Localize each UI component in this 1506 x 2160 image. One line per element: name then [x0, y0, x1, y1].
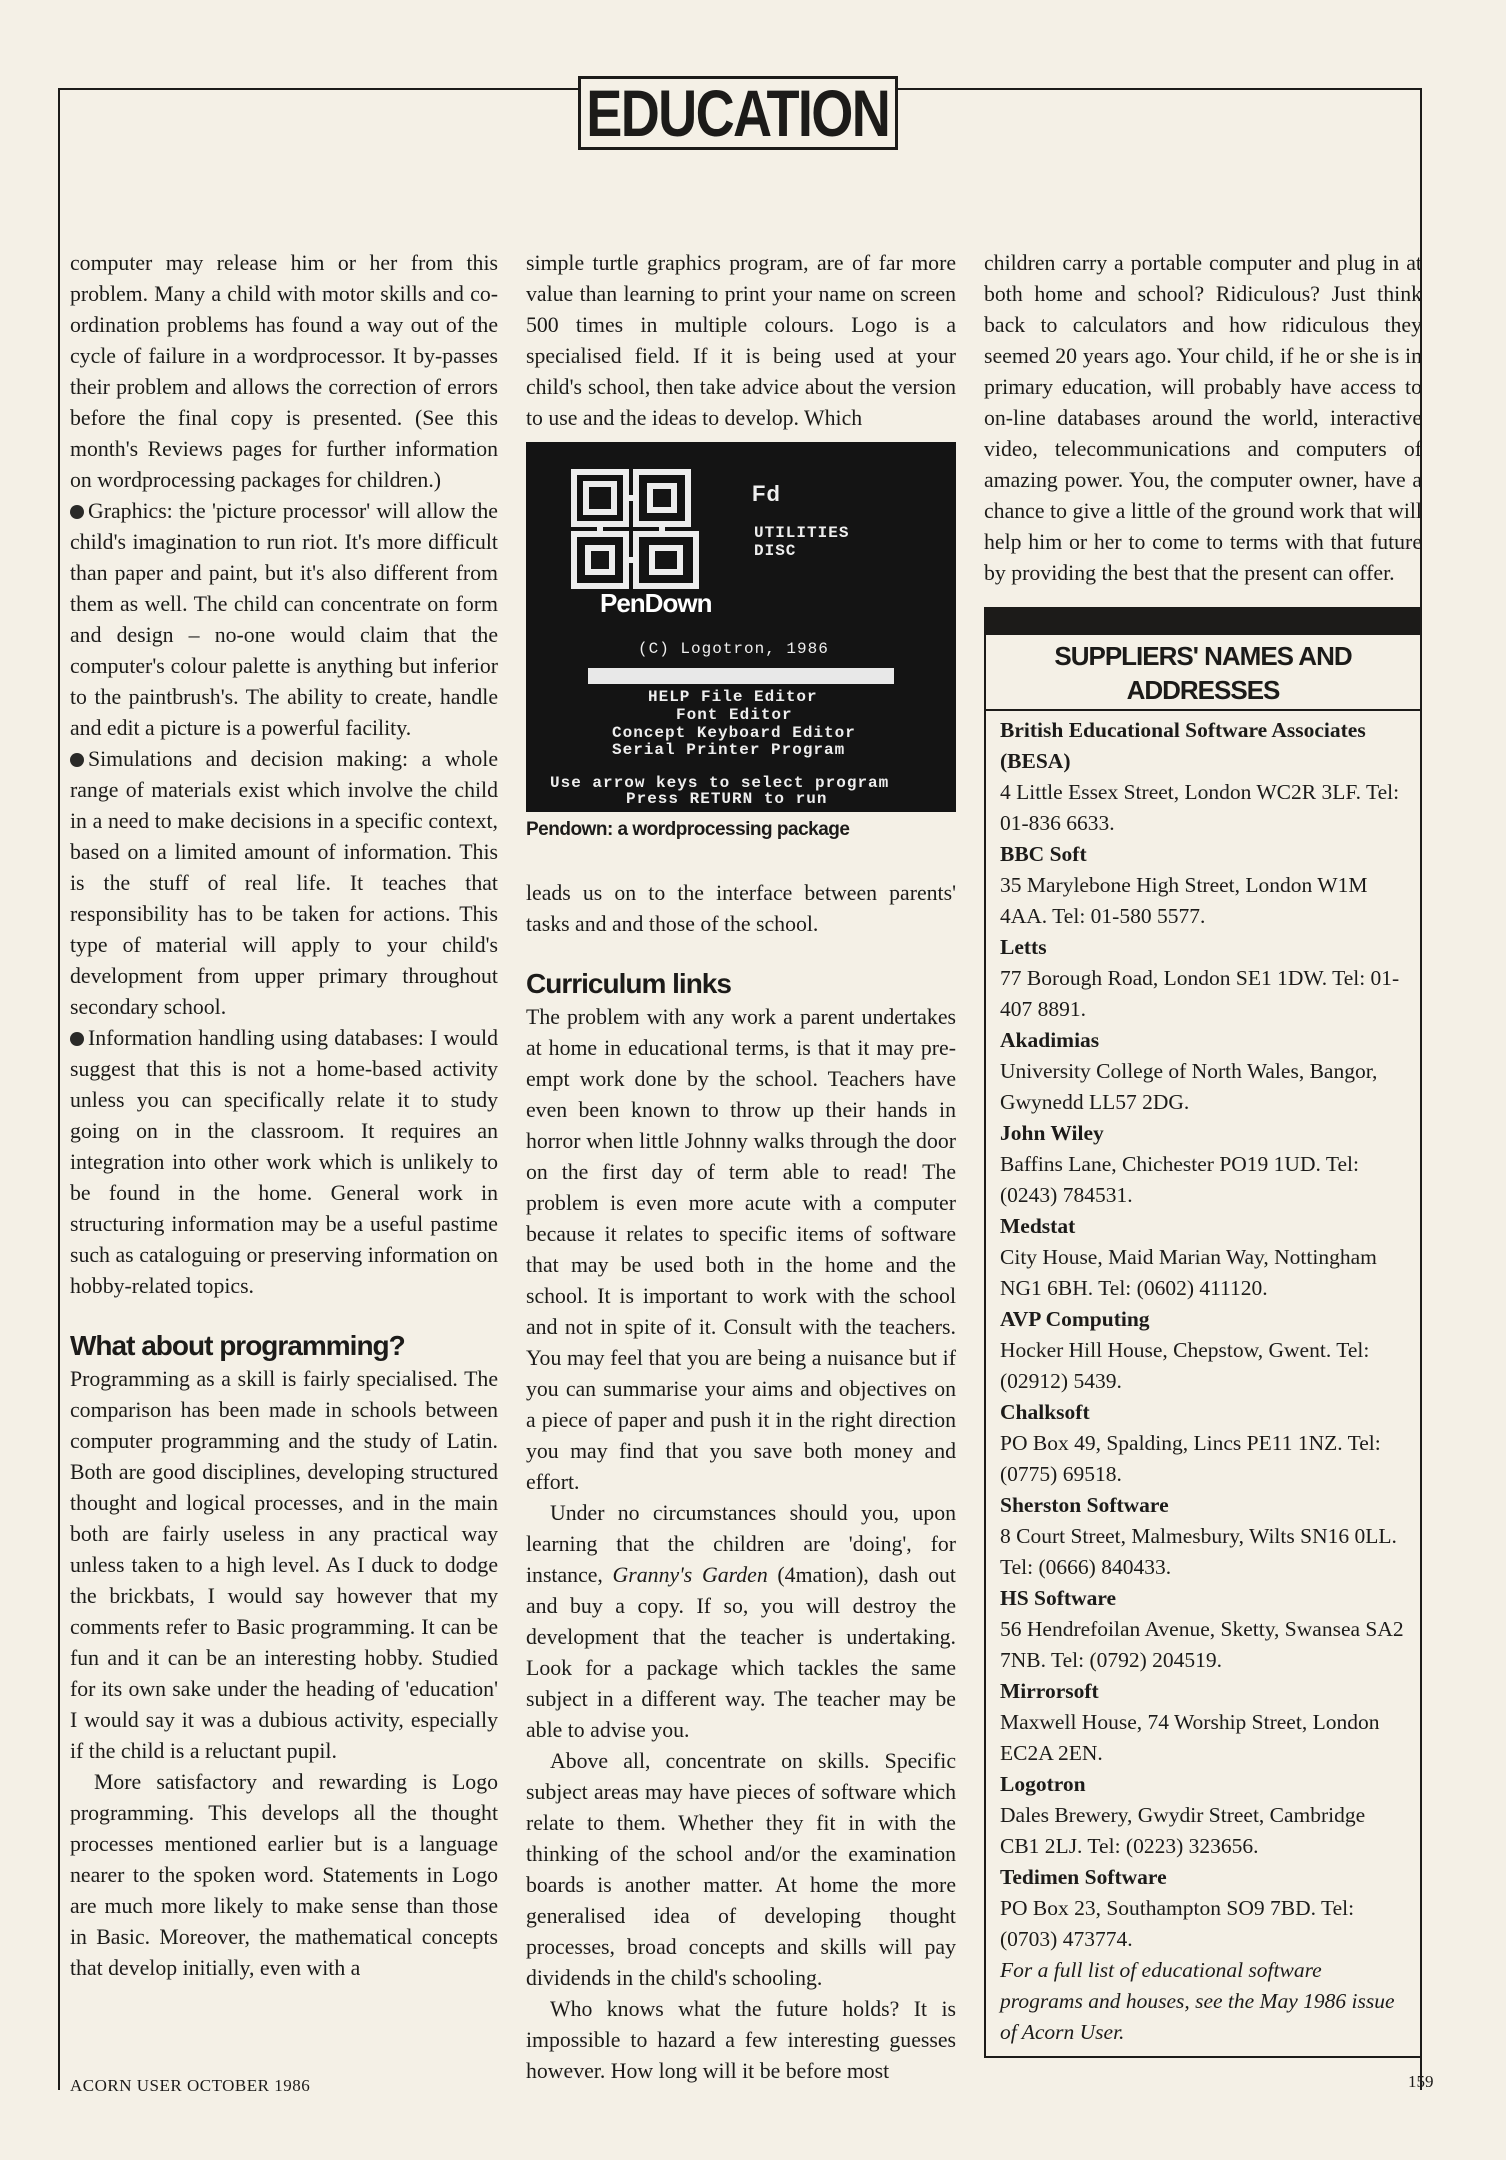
- supplier-name: Sherston Software: [1000, 1493, 1169, 1517]
- supplier-name: Akadimias: [1000, 1028, 1100, 1052]
- bullet-databases: Information handling using databases: I would suggest that this is not a home-based activity unless you can specifically relate it to study going on in the classroom. It requires an integration into other work which is unlikely to be found in the home. General work in structuring information may be a useful pastime such as cataloguing or preserving information on hobby-related topics.: [70, 1026, 498, 1298]
- paragraph: children carry a portable computer and plug in at both home and school? Ridiculous? Just think back to calculators and how ridiculous they seemed 20 years ago. Your child, if he or she is in primary education, will probably have access to on-line databases around the world, interactive video, telecommunications and computers of amazing power. You, the computer owner, have a chance to give a little of the ground work that will help him or her to come to terms with that future by providing the best that the present can offer.: [984, 251, 1422, 585]
- bullet-simulations: Simulations and decision making: a whole range of materials exist which involve the child in a need to make decisions in a specific context, based on a limited amount of information. This is the stuff of real life. It teaches that responsibility has to be taken for actions. This type of material will apply to your child's development from upper primary throughout secondary school.: [70, 747, 498, 1019]
- supplier-entry: [1000, 839, 1406, 932]
- supplier-entry: [1000, 715, 1406, 839]
- hint-line: Use arrow keys to select program: [550, 774, 890, 792]
- title-grannys-garden: Granny's Garden: [612, 1563, 768, 1587]
- bullet-graphics: Graphics: the 'picture processor' will allow the child's imagination to run riot. It's more difficult than paper and paint, but it's also different from them as well. The child can concentrate on form and design – no-one would claim that the computer's colour palette is anything but inferior to the paintbrush's. The ability to create, handle and edit a picture is a powerful facility.: [70, 499, 498, 740]
- supplier-name: Letts: [1000, 935, 1047, 959]
- supplier-address: University College of North Wales, Bangor, Gwynedd LL57 2DG.: [1000, 1059, 1378, 1114]
- masthead-title: EDUCATION: [586, 76, 890, 150]
- supplier-entry: [1000, 1397, 1406, 1490]
- bullet-icon: [70, 505, 84, 519]
- section-masthead: [578, 76, 898, 150]
- hint-line: Press RETURN to run: [626, 790, 828, 808]
- page-number: 159: [1408, 2072, 1434, 2091]
- section-heading-programming: What about programming?: [70, 1330, 405, 1361]
- supplier-name: Logotron: [1000, 1772, 1086, 1796]
- column-1: [70, 248, 498, 1984]
- supplier-address: Baffins Lane, Chichester PO19 1UD. Tel: (0243) 784531.: [1000, 1152, 1359, 1207]
- box-header-bar: [986, 609, 1420, 635]
- supplier-address: Hocker Hill House, Chepstow, Gwent. Tel: (02912) 5439.: [1000, 1338, 1370, 1393]
- supplier-entry: [1000, 1490, 1406, 1583]
- menu-item: Serial Printer Program: [612, 741, 846, 759]
- supplier-address: 77 Borough Road, London SE1 1DW. Tel: 01-407 8891.: [1000, 966, 1400, 1021]
- supplier-entry: [1000, 1769, 1406, 1862]
- supplier-address: 8 Court Street, Malmesbury, Wilts SN16 0LL. Tel: (0666) 840433.: [1000, 1524, 1397, 1579]
- supplier-entry: [1000, 1304, 1406, 1397]
- paragraph: More satisfactory and rewarding is Logo programming. This develops all the thought processes mentioned earlier but is a language nearer to the spoken word. Statements in Logo are much more likely to make sense than those in Basic. Moreover, the mathematical concepts that develop initially, even with a: [70, 1770, 498, 1980]
- suppliers-note: For a full list of educational software programs and houses, see the May 1986 issue of Acorn User.: [1000, 1958, 1395, 2044]
- supplier-name: British Educational Software Associates (BESA): [1000, 718, 1366, 773]
- paragraph: computer may release him or her from this problem. Many a child with motor skills and co-ordination problems has found a way out of the cycle of failure in a wordprocessor. It by-passes their problem and allows the correction of errors before the final copy is presented. (See this month's Reviews pages for further information on wordprocessing packages for children.): [70, 251, 498, 492]
- supplier-entry: [1000, 932, 1406, 1025]
- paragraph: leads us on to the interface between parents' tasks and and those of the school.: [526, 881, 956, 936]
- supplier-name: AVP Computing: [1000, 1307, 1150, 1331]
- supplier-address: 4 Little Essex Street, London WC2R 3LF. Tel: 01-836 6633.: [1000, 780, 1400, 835]
- supplier-name: Tedimen Software: [1000, 1865, 1167, 1889]
- supplier-entry: [1000, 1118, 1406, 1211]
- paragraph: Programming as a skill is fairly specialised. The comparison has been made in schools between computer programming and the study of Latin. Both are good disciplines, developing structured thought and logical processes, and in the main both are fairly useless in any practical way unless taken to a high level. As I duck to dodge the brickbats, I would say however that my comments refer to Basic programming. It can be fun and it can be an interesting hobby. Studied for its own sake under the heading of 'education' I would say it was a dubious activity, especially if the child is a reluctant pupil.: [70, 1367, 498, 1763]
- suppliers-title: SUPPLIERS' NAMES AND ADDRESSES: [986, 635, 1420, 711]
- disc-subtitle: DISC: [754, 542, 797, 560]
- menu-item: Concept Keyboard Editor: [612, 724, 856, 742]
- supplier-address: PO Box 23, Southampton SO9 7BD. Tel: (0703) 473774.: [1000, 1896, 1355, 1951]
- supplier-name: BBC Soft: [1000, 842, 1087, 866]
- footer-publication: ACORN USER OCTOBER 1986: [70, 2076, 311, 2095]
- supplier-address: PO Box 49, Spalding, Lincs PE11 1NZ. Tel: (0775) 69518.: [1000, 1431, 1381, 1486]
- section-heading-curriculum: Curriculum links: [526, 968, 731, 999]
- menu-item: HELP File Editor: [648, 688, 818, 706]
- column-3: [984, 248, 1422, 2058]
- supplier-entry: [1000, 1025, 1406, 1118]
- supplier-name: Chalksoft: [1000, 1400, 1090, 1424]
- supplier-entry: [1000, 1862, 1406, 1955]
- supplier-entry: [1000, 1583, 1406, 1676]
- paragraph: Under no circumstances should you, upon learning that the children are 'doing', for instance, Granny's Garden (4mation), dash out and buy a copy. If so, you will destroy the development that the teacher is undertaking. Look for a package which tackles the same subject in a different way. The teacher may be able to advise you.: [526, 1501, 956, 1742]
- bullet-icon: [70, 1032, 84, 1046]
- supplier-entry: [1000, 1676, 1406, 1769]
- supplier-entry: [1000, 1211, 1406, 1304]
- figure-caption: Pendown: a wordprocessing package: [526, 819, 850, 840]
- badge: Fd: [752, 481, 781, 506]
- supplier-name: John Wiley: [1000, 1121, 1104, 1145]
- suppliers-box: [984, 607, 1422, 2058]
- supplier-address: 56 Hendrefoilan Avenue, Sketty, Swansea SA2 7NB. Tel: (0792) 204519.: [1000, 1617, 1404, 1672]
- bullet-icon: [70, 753, 84, 767]
- paragraph: Who knows what the future holds? It is impossible to hazard a few interesting guesses however. How long will it be before most: [526, 1997, 956, 2083]
- supplier-name: HS Software: [1000, 1586, 1117, 1610]
- paragraph: Above all, concentrate on skills. Specific subject areas may have pieces of software which relate to them. Whether they fit in with the thinking of the school and/or the examination boards is another matter. At home the more generalised idea of developing thought processes, broad concepts and skills will pay dividends in the child's schooling.: [526, 1749, 956, 1990]
- supplier-name: Mirrorsoft: [1000, 1679, 1099, 1703]
- supplier-address: Dales Brewery, Gwydir Street, Cambridge CB1 2LJ. Tel: (0223) 323656.: [1000, 1803, 1366, 1858]
- supplier-address: City House, Maid Marian Way, Nottingham NG1 6BH. Tel: (0602) 411120.: [1000, 1245, 1377, 1300]
- pendown-screenshot: [526, 442, 956, 812]
- menu-item: Font Editor: [676, 706, 793, 724]
- supplier-address: Maxwell House, 74 Worship Street, London EC2A 2EN.: [1000, 1710, 1380, 1765]
- paragraph: The problem with any work a parent undertakes at home in educational terms, is that it may pre-empt work done by the school. Teachers have even been known to throw up their hands in horror when little Johnny walks through the door on the first day of term able to read! The problem is even more acute with a computer because it relates to specific items of software that may be used both in the home and the school. It is important to work with the school and not in spite of it. Consult with the teachers. You may feel that you are being a nuisance but if you can summarise your aims and objectives on a piece of paper and push it in the right direction you may find that you save both money and effort.: [526, 1005, 956, 1494]
- pendown-logo-text: PenDown: [600, 588, 712, 618]
- disc-title: UTILITIES: [754, 524, 850, 542]
- supplier-name: Medstat: [1000, 1214, 1076, 1238]
- paragraph: simple turtle graphics program, are of far more value than learning to print your name on screen 500 times in multiple colours. Logo is a specialised field. If it is being used at your child's school, then take advice about the version to use and the ideas to develop. Which: [526, 251, 956, 430]
- column-2: [526, 248, 956, 2087]
- supplier-address: 35 Marylebone High Street, London W1M 4AA. Tel: 01-580 5577.: [1000, 873, 1368, 928]
- suppliers-list: [986, 711, 1420, 2056]
- copyright-line: (C) Logotron, 1986: [638, 640, 829, 658]
